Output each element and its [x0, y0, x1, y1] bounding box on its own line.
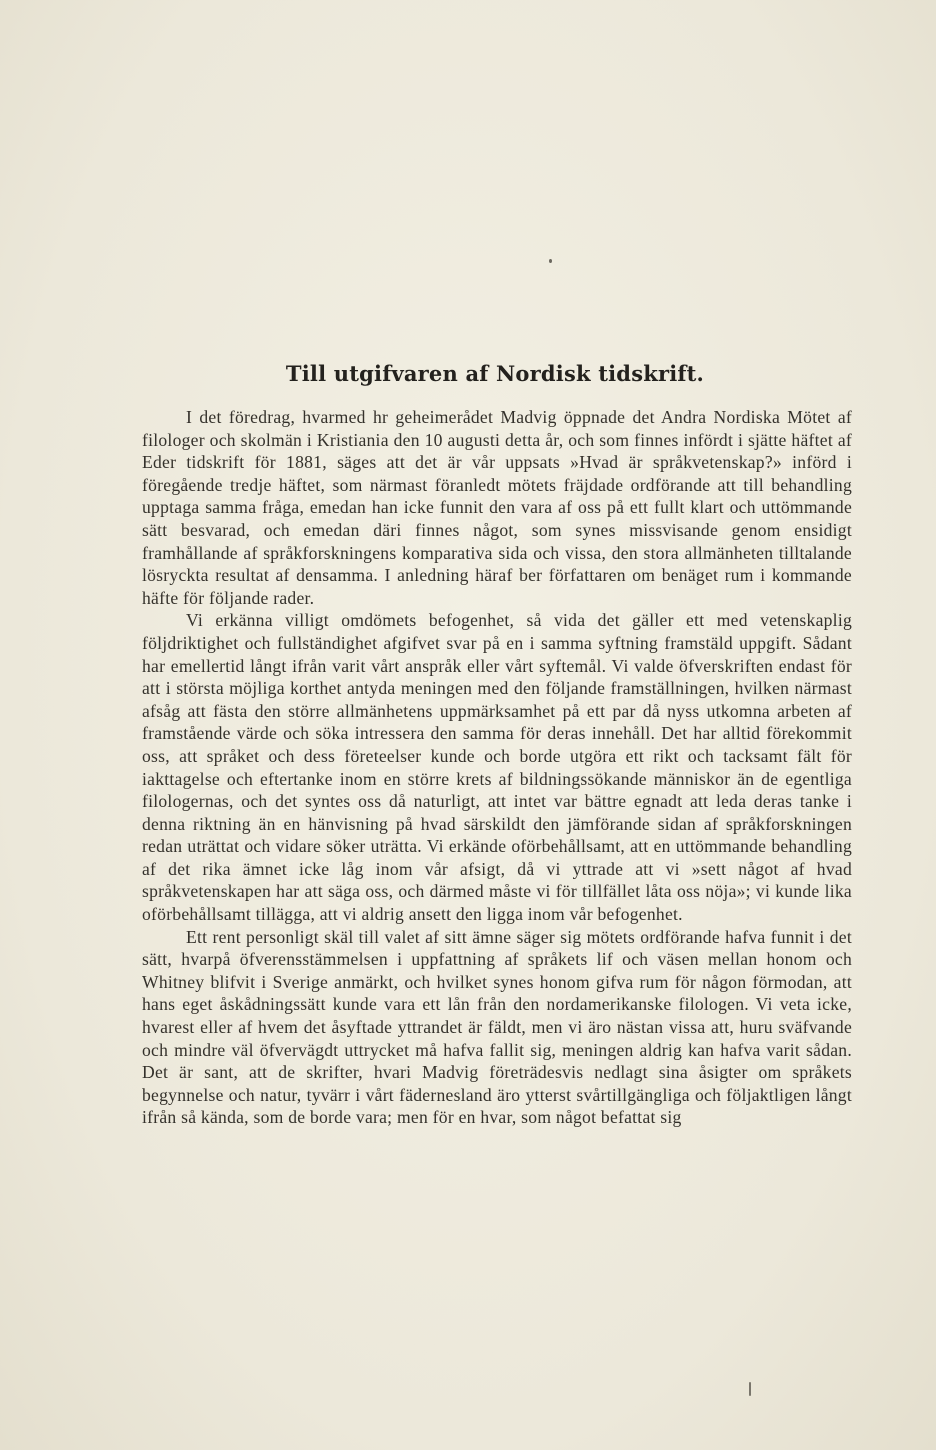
article-title: Till utgifvaren af Nordisk tidskrift.	[285, 361, 705, 386]
ink-speck	[549, 259, 552, 263]
paragraph-2: Vi erkänna villigt omdömets befogenhet, så vida det gäller ett med vetenskaplig följdriktighet och fullständighet afgifvet svar på en i samma syftning framstäld uppgift. Sådant har emellertid långt ifrån varit vårt anspråk eller vårt syftemål. Vi valde öfverskriften endast för att i största möjliga korthet antyda meningen med den följande framställningen, hvilken närmast afsåg att fästa den större allmänhetens uppmärksamhet på ett par då nyss utkomna arbeten af framstående värde och söka intressera den samma för deras innehåll. Det har alltid förekommit oss, att språket och dess företeelser kunde och borde utgöra ett rikt och tacksamt fält för iakttagelse och eftertanke inom en större krets af bildningssökande människor än de egentliga filologernas, och det syntes oss då naturligt, att intet var bättre egnadt att leda deras tanke i denna riktning än en hänvisning på hvad särskildt den jämförande sidan af språkforskningen redan uträttat och vidare söker uträtta. Vi erkände oförbehållsamt, att en uttömmande behandling af det rika ämnet icke låg inom vår afsigt, då vi yttrade att vi »sett något af hvad språkvetenskapen har att säga oss, och därmed måste vi för tillfället låta oss nöja»; vi kunde lika oförbehållsamt tillägga, att vi aldrig ansett den ligga inom vår befogenhet.	[142, 610, 852, 925]
paragraph-1: I det föredrag, hvarmed hr geheimerådet Madvig öppnade det Andra Nordiska Mötet af filologer och skolmän i Kristiania den 10 augusti detta år, och som finnes infördt i sjätte häftet af Eder tidskrift för 1881, säges att det är vår uppsats »Hvad är språkvetenskap?» införd i föregående tredje häftet, som närmast föranledt mötets fräjdade ordförande att till behandling upptaga samma fråga, emedan han icke funnit den vara af oss på ett fullt klart och uttömmande sätt besvarad, och emedan däri finnes något, som synes missvisande genom ensidigt framhållande af språkforskningens komparativa sida och vissa, den stora allmänheten tilltalande lösryckta resultat af densamma. I anledning häraf ber författaren om benäget rum i kommande häfte för följande rader.	[142, 407, 852, 608]
page-mark	[749, 1382, 751, 1396]
paragraph-3: Ett rent personligt skäl till valet af sitt ämne säger sig mötets ordförande hafva funnit i det sätt, hvarpå öfverensstämmelsen i uppfattning af språkets lif och väsen mellan honom och Whitney blifvit i Sverige anmärkt, och hvilket synes honom gifva rum för någon förmodan, att hans eget åskådningssätt kunde vara ett lån från den nordamerikanske filologen. Vi veta icke, hvarest eller af hvem det åsyftade yttrandet är fäldt, men vi äro nästan vissa att, huru sväfvande och mindre väl öfvervägdt uttrycket må hafva fallit sig, meningen aldrig kan hafva varit sådan. Det är sant, att de skrifter, hvari Madvig företrädesvis nedlagt sina åsigter om språkets begynnelse och natur, tyvärr i vårt fädernesland äro ytterst svårtillgängliga och följaktligen långt ifrån så kända, som de borde vara; men för en hvar, som något befattat sig	[142, 926, 852, 1128]
article-body	[142, 406, 852, 1129]
